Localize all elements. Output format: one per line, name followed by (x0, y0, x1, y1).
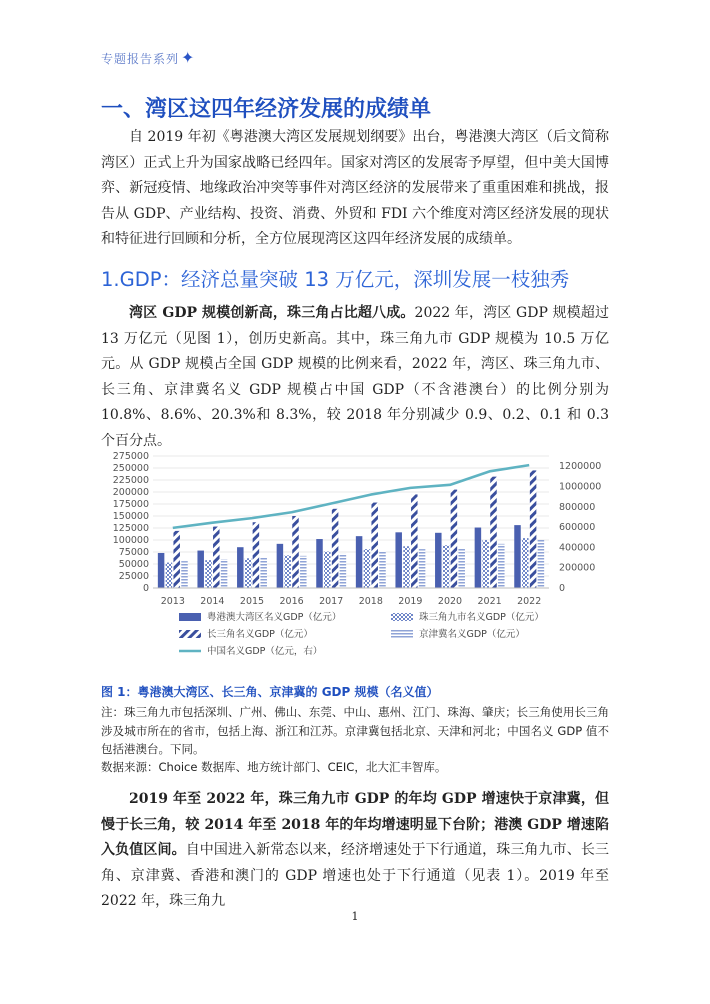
legend-yrd-label: 长三角名义GDP（亿元） (207, 629, 313, 640)
legend-jjj-swatch (391, 630, 413, 638)
legend-gba-swatch (179, 613, 201, 621)
line-china-gdp (173, 465, 529, 528)
x-tick-label: 2013 (160, 596, 185, 607)
x-tick-label: 2016 (279, 596, 304, 607)
subsection-title: 1.GDP：经济总量突破 13 万亿元，深圳发展一枝独秀 (101, 268, 570, 291)
y-left-tick-label: 50000 (118, 559, 149, 570)
y-left-tick-label: 100000 (112, 535, 149, 546)
bar-prd (245, 558, 252, 588)
x-tick-label: 2015 (239, 596, 265, 607)
bar-jjj (340, 553, 347, 588)
figure-caption: 图 1：粤港澳大湾区、长三角、京津冀的 GDP 规模（名义值） (101, 685, 439, 699)
gdp-chart-svg (101, 444, 609, 676)
page-number: 1 (351, 910, 359, 923)
bar-prd (166, 563, 173, 588)
growth-paragraph-body: 自中国进入新常态以来，经济增速处于下行通道，珠三角九市、长三角、京津冀、香港和澳门的 GDP 增速也处于下行通道（见表 1）。2019 年至 2022 年，珠三角九 (101, 842, 610, 909)
y-left-tick-label: 0 (142, 583, 149, 594)
legend-gba-label: 粤港澳大湾区名义GDP（亿元） (207, 612, 342, 623)
bar-prd (284, 555, 291, 588)
bar-jjj (419, 549, 426, 588)
star-icon: ✦ (181, 48, 196, 67)
x-tick-label: 2020 (437, 596, 463, 607)
gdp-chart (101, 444, 609, 680)
figure-source: 数据来源：Choice 数据库、地方统计部门、CEIC，北大汇丰智库。 (101, 760, 447, 774)
legend-china-label: 中国名义GDP（亿元，右） (207, 646, 323, 657)
y-right-tick-label: 1000000 (559, 481, 602, 493)
bar-yrd (213, 527, 220, 588)
legend-yrd-swatch (179, 630, 201, 638)
bar-gba (197, 551, 204, 588)
y-right-tick-label: 800000 (559, 501, 596, 513)
y-right-tick-label: 1200000 (559, 461, 602, 473)
y-left-tick-label: 200000 (112, 487, 149, 498)
bar-jjj (300, 556, 307, 588)
gdp-paragraph-body: 2022 年，湾区 GDP 规模超过 13 万亿元（见图 1），创历史新高。其中，珠三角九市 GDP 规模为 10.5 万亿元。从 GDP 规模占全国 GDP 规模的比例来看，2022 年，湾区、珠三角九市、长三角、京津冀名义 GDP 规模占中国 GDP（不含港澳台）的比例分别为 10.8%、8.6%、20.3%和 8.3%，较 2018 年分别减少 0.9、0.2、0.1 和 0.3 个百分点。 (101, 305, 609, 449)
bar-prd (205, 560, 212, 588)
bar-gba (356, 536, 363, 588)
bar-jjj (458, 549, 465, 588)
bar-gba (237, 547, 244, 588)
bar-prd (443, 545, 450, 588)
bar-yrd (490, 477, 497, 588)
section-title: 一、湾区这四年经济发展的成绩单 (101, 97, 432, 122)
x-tick-label: 2018 (358, 596, 383, 607)
bar-yrd (371, 503, 378, 588)
bar-gba (435, 533, 442, 588)
x-tick-label: 2017 (319, 596, 344, 607)
intro-paragraph: 自 2019 年初《粤港澳大湾区发展规划纲要》出台，粤港澳大湾区（后文简称湾区）正式上升为国家战略已经四年。国家对湾区的发展寄予厚望，但中美大国博弈、新冠疫情、地缘政治冲突等事件对湾区经济的发展带来了重重困难和挑战，报告从 GDP、产业结构、投资、消费、外贸和 FDI 六个维度对湾区经济发展的现状和特征进行回顾和分析，全方位展现湾区这四年经济发展的成绩单。 (101, 129, 609, 247)
bar-yrd (173, 531, 180, 588)
bar-gba (277, 544, 284, 588)
y-right-tick-label: 0 (559, 583, 566, 594)
bar-jjj (221, 559, 228, 588)
bar-jjj (379, 552, 386, 588)
y-left-tick-label: 25000 (118, 571, 149, 582)
bar-gba (514, 525, 521, 588)
y-left-tick-label: 75000 (118, 547, 149, 558)
y-left-tick-label: 175000 (112, 499, 149, 510)
y-left-tick-label: 225000 (112, 475, 149, 486)
legend-prd-swatch (391, 613, 413, 621)
bar-jjj (181, 561, 188, 588)
y-left-tick-label: 150000 (112, 511, 149, 522)
bar-yrd (332, 509, 339, 588)
y-left-tick-label: 275000 (112, 451, 149, 462)
bar-prd (364, 549, 371, 588)
y-right-tick-label: 400000 (559, 542, 596, 554)
bar-gba (316, 539, 323, 588)
figure-note: 注：珠三角九市包括深圳、广州、佛山、东莞、中山、惠州、江门、珠海、肇庆；长三角使用长三角涉及城市所在的省市，包括上海、浙江和江苏。京津冀包括北京、天津和河北；中国名义 GDP 值不包括港澳台。下同。 (101, 705, 609, 756)
x-tick-label: 2019 (398, 596, 423, 607)
bar-gba (158, 553, 165, 588)
bar-prd (522, 538, 529, 588)
y-right-tick-label: 600000 (559, 522, 596, 534)
bar-yrd (292, 516, 299, 588)
gdp-paragraph (101, 301, 609, 454)
growth-paragraph (101, 787, 609, 915)
bar-gba (395, 532, 402, 588)
y-left-tick-label: 250000 (112, 463, 149, 474)
bar-yrd (451, 490, 458, 588)
bar-prd (482, 540, 489, 588)
legend-jjj-label: 京津冀名义GDP（亿元） (419, 629, 525, 640)
gdp-paragraph-lead: 湾区 GDP 规模创新高，珠三角占比超八成。 (129, 305, 415, 321)
bar-jjj (498, 544, 505, 588)
bar-yrd (411, 494, 418, 588)
y-left-tick-label: 125000 (112, 523, 149, 534)
x-tick-label: 2021 (477, 596, 502, 607)
bar-gba (475, 528, 482, 588)
growth-paragraph-lead: 2019 年至 2022 年，珠三角九市 GDP 的年均 GDP 增速快于京津冀，但慢于长三角，较 2014 年至 2018 年的年均增速明显下台阶；港澳 GDP 增速陷入负值区间。 (101, 791, 609, 858)
legend-prd-label: 珠三角九市名义GDP（亿元） (419, 612, 544, 623)
report-series-header (101, 48, 195, 67)
x-tick-label: 2014 (200, 596, 225, 607)
bar-prd (324, 552, 331, 588)
bar-jjj (260, 558, 267, 588)
bar-prd (403, 546, 410, 588)
y-right-tick-label: 200000 (559, 562, 596, 574)
bar-yrd (253, 522, 260, 588)
bar-yrd (530, 470, 537, 588)
bar-jjj (538, 540, 545, 588)
header-text: 专题报告系列 (101, 52, 180, 66)
x-tick-label: 2022 (517, 596, 542, 607)
